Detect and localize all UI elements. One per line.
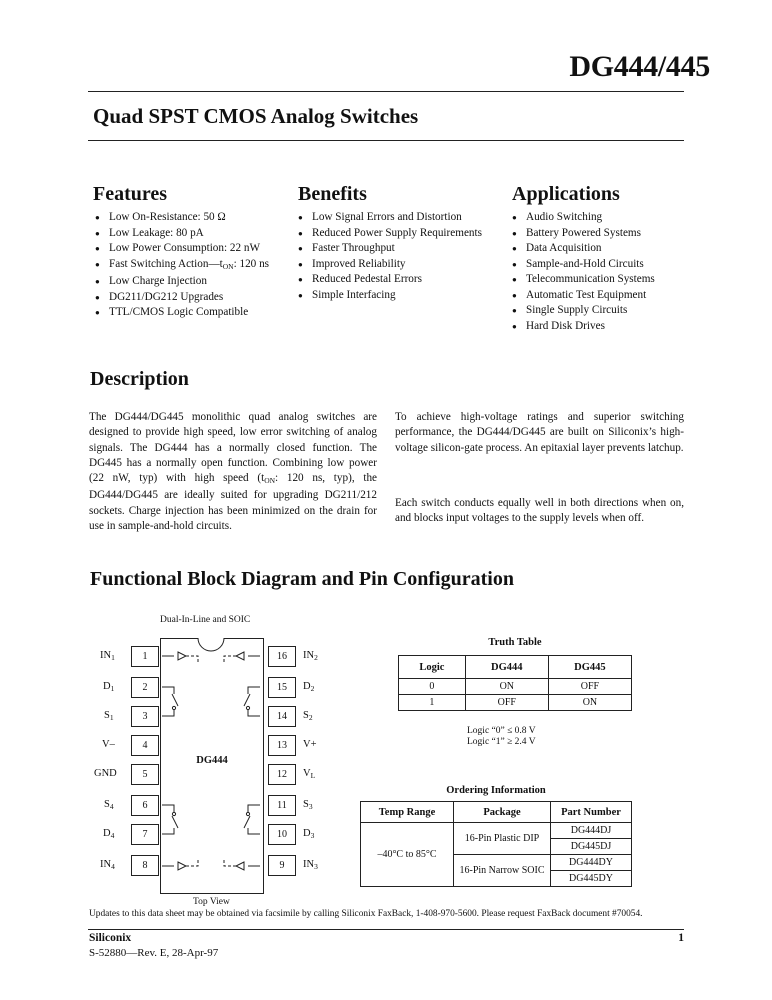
application-item: ● Data Acquisition: [512, 241, 655, 257]
pin-label-d4: $D_4$: [103, 828, 115, 840]
ordering-header: Package: [454, 802, 551, 823]
truth-cell: OFF: [465, 695, 548, 711]
pin-label-in2: $IN_2$: [303, 650, 318, 662]
application-item: ● Hard Disk Drives: [512, 319, 655, 335]
page-number: 1: [678, 932, 684, 944]
feature-item: ● TTL/CMOS Logic Compatible: [95, 305, 269, 321]
header-rule: [88, 91, 684, 92]
footer-company: Siliconix: [89, 932, 132, 944]
pin-3: 3: [131, 706, 159, 727]
pin-16: 16: [268, 646, 296, 667]
pin-9: 9: [268, 855, 296, 876]
application-item: ● Sample-and-Hold Circuits: [512, 257, 655, 273]
features-heading: Features: [93, 183, 168, 205]
pin-label-vplus: V+: [303, 739, 317, 750]
description-paragraph: The DG444/DG445 monolithic quad analog switches are designed to provide high speed, low error switching of analog signals. The DG444 has a normally closed function. The DG445 has a normally open function. Combining low power (22 nW, typ) with high speed ($t_{ON}$: 120 ns, typ), the DG444/DG445 are ideally suited for upgrading DG211/212 sockets. Charge injection has been minimized on the drain for use in sample-and-hold circuits.: [89, 411, 377, 533]
pin-label-gnd: GND: [94, 768, 117, 779]
description-left: [89, 410, 377, 534]
truth-cell: ON: [465, 679, 548, 695]
pin-5: 5: [131, 764, 159, 785]
logic-note-0: Logic “0” ≤ 0.8 V: [467, 726, 536, 736]
pin-2: 2: [131, 677, 159, 698]
feature-item: ● Low On-Resistance: 50 Ω: [95, 210, 269, 226]
pin-8: 8: [131, 855, 159, 876]
description-heading: Description: [90, 368, 189, 390]
table-row: [399, 695, 632, 711]
truth-header: Logic: [399, 656, 466, 679]
ordering-header: Temp Range: [361, 802, 454, 823]
feature-item: ● DG211/DG212 Upgrades: [95, 290, 269, 306]
pin-15: 15: [268, 677, 296, 698]
benefit-item: ● Faster Throughput: [298, 241, 482, 257]
application-item: ● Automatic Test Equipment: [512, 288, 655, 304]
truth-header: DG444: [465, 656, 548, 679]
package-cell: 16-Pin Plastic DIP: [454, 823, 551, 855]
pin-6: 6: [131, 795, 159, 816]
truth-table: [398, 655, 632, 711]
truth-cell: ON: [548, 695, 631, 711]
feature-item: ● Low Leakage: 80 pA: [95, 226, 269, 242]
pin-4: 4: [131, 735, 159, 756]
description-paragraph: To achieve high-voltage ratings and superior switching performance, the DG444/DG445 are built on Siliconix’s high-voltage silicon-gate process. An epitaxial layer prevents latchup.: [395, 411, 684, 454]
truth-cell: 0: [399, 679, 466, 695]
benefits-list: [298, 210, 482, 303]
block-diagram-heading: Functional Block Diagram and Pin Configuration: [90, 568, 514, 590]
footer-doc-rev: S-52880—Rev. E, 28-Apr-97: [89, 947, 219, 959]
package-cell: 16-Pin Narrow SOIC: [454, 855, 551, 887]
ordering-header: Part Number: [551, 802, 632, 823]
benefit-item: ● Simple Interfacing: [298, 288, 482, 304]
truth-header: DG445: [548, 656, 631, 679]
pin-label-s2: $S_2$: [303, 710, 313, 722]
applications-heading: Applications: [512, 183, 620, 205]
page-subtitle: Quad SPST CMOS Analog Switches: [93, 104, 419, 128]
features-list: [95, 210, 269, 321]
benefits-heading: Benefits: [298, 183, 367, 205]
part-number-cell: DG444DJ: [551, 823, 632, 839]
table-row: [361, 823, 632, 839]
switch-schematic: [160, 638, 264, 894]
pin-label-d2: $D_2$: [303, 681, 315, 693]
pin-label-in4: $IN_4$: [100, 859, 115, 871]
truth-cell: 1: [399, 695, 466, 711]
top-view-label: Top View: [193, 897, 230, 907]
feature-item: ● Fast Switching $Action—t_{ON}$: 120 ns: [95, 257, 269, 275]
application-item: ● Single Supply Circuits: [512, 303, 655, 319]
feature-item: ● Low Power Consumption: 22 nW: [95, 241, 269, 257]
table-row: [399, 679, 632, 695]
applications-list: [512, 210, 655, 334]
pin-10: 10: [268, 824, 296, 845]
pin-label-d1: $D_1$: [103, 681, 115, 693]
part-number-title: DG444/445: [569, 50, 710, 83]
benefit-item: ● Reduced Power Supply Requirements: [298, 226, 482, 242]
pin-label-s1: $S_1$: [104, 710, 114, 722]
benefit-item: ● Low Signal Errors and Distortion: [298, 210, 482, 226]
feature-item: ● Low Charge Injection: [95, 274, 269, 290]
footer-rule: [88, 929, 684, 930]
pin-13: 13: [268, 735, 296, 756]
pin-7: 7: [131, 824, 159, 845]
pin-label-in3: $IN_3$: [303, 859, 318, 871]
package-label: Dual-In-Line and SOIC: [160, 615, 251, 625]
application-item: ● Audio Switching: [512, 210, 655, 226]
part-number-cell: DG444DY: [551, 855, 632, 871]
pin-12: 12: [268, 764, 296, 785]
application-item: ● Battery Powered Systems: [512, 226, 655, 242]
pin-label-vminus: V–: [102, 739, 115, 750]
benefit-item: ● Reduced Pedestal Errors: [298, 272, 482, 288]
faxback-note: Updates to this data sheet may be obtained via facsimile by calling Siliconix FaxBack, 1-408-970-5600. Please request FaxBack document #70054.: [89, 909, 643, 919]
pin-11: 11: [268, 795, 296, 816]
pin-label-s4: $S_4$: [104, 799, 114, 811]
description-right-2: [395, 496, 684, 527]
pin-label-vl: $V_L$: [303, 768, 316, 780]
truth-table-title: Truth Table: [488, 637, 542, 648]
pin-1: 1: [131, 646, 159, 667]
part-number-cell: DG445DY: [551, 871, 632, 887]
chip-label: DG444: [196, 755, 228, 766]
ordering-table: [360, 801, 632, 887]
benefit-item: ● Improved Reliability: [298, 257, 482, 273]
application-item: ● Telecommunication Systems: [512, 272, 655, 288]
pin-label-in1: $IN_1$: [100, 650, 115, 662]
pin-label-s3: $S_3$: [303, 799, 313, 811]
ordering-title: Ordering Information: [446, 785, 546, 796]
temp-range-cell: –40°C to 85°C: [361, 823, 454, 887]
description-right: [395, 410, 684, 456]
subtitle-rule: [88, 140, 684, 141]
truth-cell: OFF: [548, 679, 631, 695]
pin-14: 14: [268, 706, 296, 727]
part-number-cell: DG445DJ: [551, 839, 632, 855]
pin-label-d3: $D_3$: [303, 828, 315, 840]
logic-note-1: Logic “1” ≥ 2.4 V: [467, 737, 536, 747]
description-paragraph: Each switch conducts equally well in both directions when on, and blocks input voltages to the supply levels when off.: [395, 497, 684, 525]
